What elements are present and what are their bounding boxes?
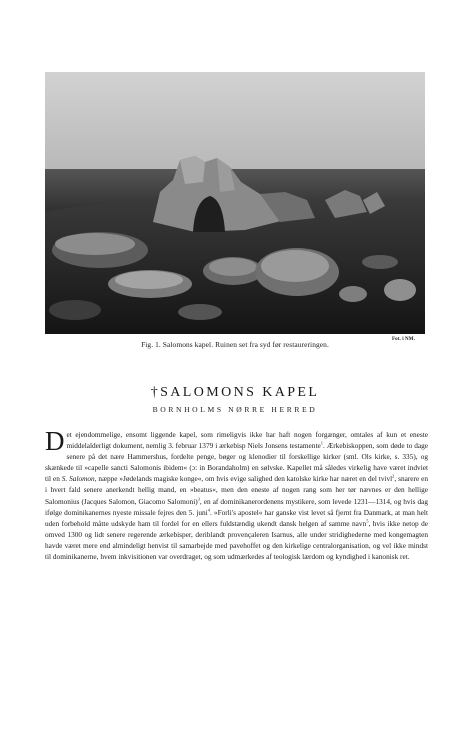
body-text-segment: . Ærkebiskoppen, som døde to dage senere på det nære Hammershus, fordelte penge, bøger og klenodier til forskellige kirker (sml. Ols kirke, s. 335), og skænkede til »capelle sancti Salomonis ibidem« (ɔ: in Borandaholm) en sølvske. Kapellet må således virkelig have været indviet til en (45, 441, 428, 484)
footnote-ref: 3 (197, 496, 200, 502)
photo-credit: Fot. i NM. (392, 337, 415, 342)
body-text-segment: , snarere en i hvert fald senere anerkendt hellig mand, en »beatus«, men den eneste af nogen rang som her tør nævnes er den hellige Salomonius (Jacques Salomon, Giacomo Salomoni) (45, 474, 428, 506)
page-subtitle: BORNHOLMS NØRRE HERRED (152, 405, 318, 414)
body-text-segment: et ejendommelige, ensomt liggende kapel, som rimeligvis ikke har haft nogen forgænger, omtales af kun et eneste middelalderligt dokument, nemlig 3. februar 1379 i ærkebisp Niels Jonsens testamente (66, 430, 428, 451)
ruin-photograph (45, 72, 425, 334)
body-text-segment: . »Forli's apostel« har ganske vist levet så fjernt fra Danmark, at man helt uden forbehold måtte udskyde ham til fordel for en ellers fuldstændig ukendt dansk helgen af samme navn (45, 507, 428, 528)
body-text-segment: , hvis ikke netop de omved 1300 og lidt senere regerende ærkebisper, deriblandt provençaleren Isarnus, alle under stridighederne med kongemagten havde været mere end almindeligt henvist til samarbejde med pavehoffet og den kirkelige centralorganisation, og vel ikke mindst til dominikanerne, hvem inkvisitionen var overdraget, og som udmærkedes af teologisk lærdom og kyndighed i kanonisk ret. (45, 518, 428, 562)
footnote-ref: 4 (207, 507, 210, 513)
footnote-ref: 1 (320, 440, 323, 446)
body-text-segment: , næppe »Jødelands magiske konge«, om hvis evige salighed den katolske kirke har næret en del tvivl (94, 474, 393, 484)
page-title: †SALOMONS KAPEL (150, 385, 320, 400)
body-text-segment: , en af dominikanerordenens mystikere, som levede 1231—1314, og hvis dag ifølge dominikanernes nyeste missale fejres den 5. juni (45, 496, 428, 517)
drop-cap: D (45, 426, 65, 456)
body-paragraph (45, 426, 428, 562)
footnote-ref: 2 (392, 473, 395, 479)
figure-caption: Fig. 1. Salomons kapel. Ruinen set fra syd før restaureringen. (141, 340, 329, 349)
body-text-italic: S. Salomon (61, 474, 95, 484)
footnote-ref: 5 (366, 518, 369, 524)
